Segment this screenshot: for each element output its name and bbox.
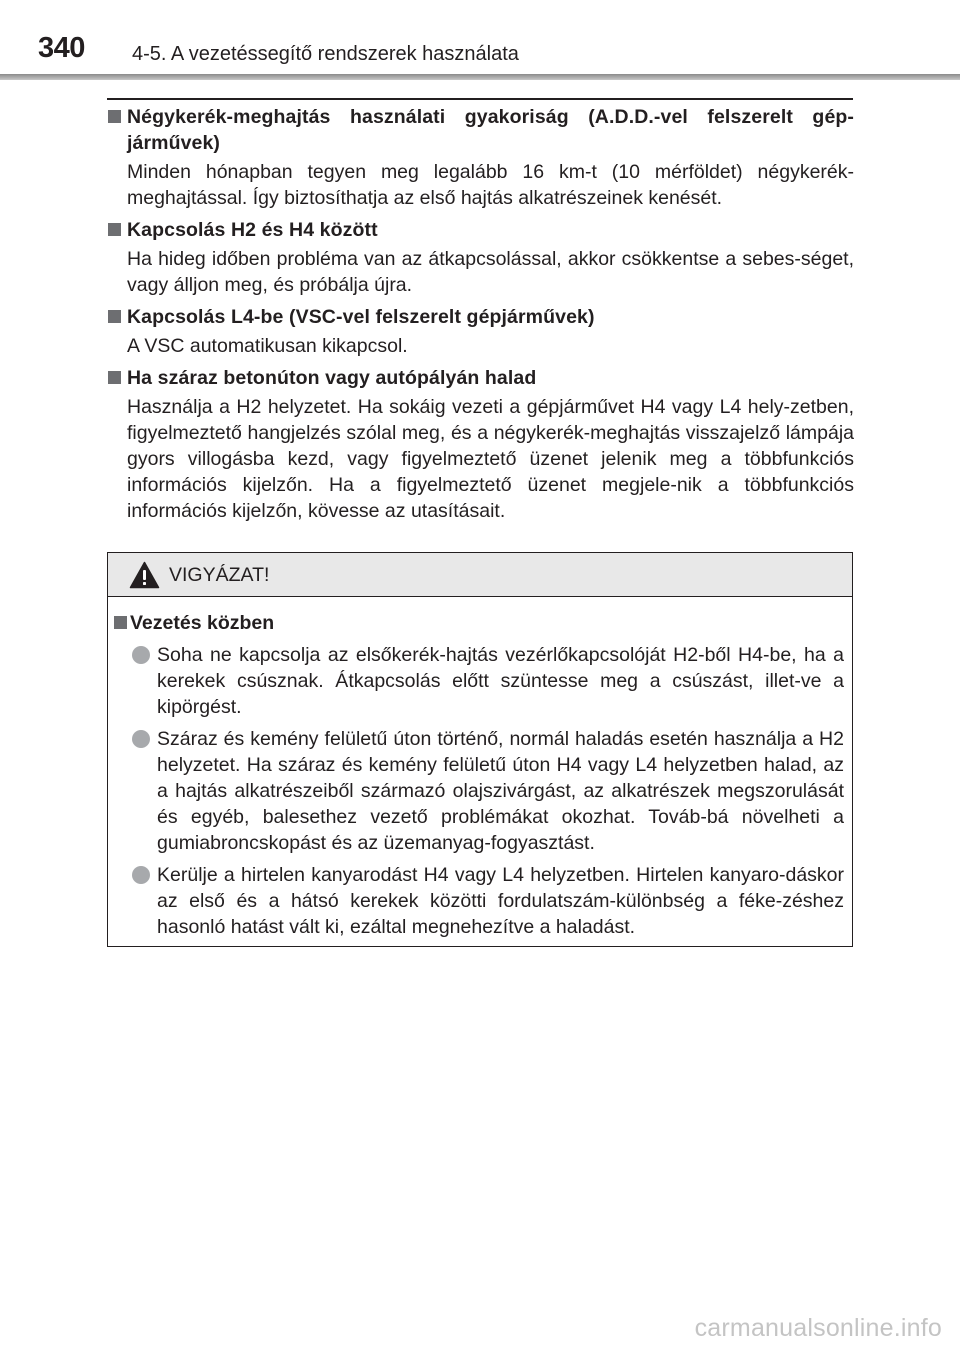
square-bullet-icon: [108, 310, 121, 323]
section-body: Használja a H2 helyzetet. Ha sokáig vezeti a gépjárművet H4 vagy L4 hely-zetben, figyelmeztető hangjelzés szólal meg, és a négykerék-meghajtás visszajelző lámpája gyors villogásba kezd, vagy figyelmeztető üzenet jelenik meg a többfunkciós információs kijelzőn. Ha a figyelmeztető üzenet megjele-nik a többfunkciós információs kijelzőn, kövesse az utasításait.: [127, 396, 854, 522]
square-bullet-icon: [114, 616, 127, 629]
section: [108, 217, 854, 298]
square-bullet-icon: [108, 371, 121, 384]
watermark: carmanualsonline.info: [694, 1314, 942, 1342]
caution-bullet: [130, 862, 844, 940]
top-rule: [107, 98, 853, 100]
section-heading: [108, 365, 854, 391]
section: [108, 104, 854, 211]
square-bullet-icon: [108, 110, 121, 123]
caution-bullet-text: Száraz és kemény felületű úton történő, normál haladás esetén használja a H2 helyzetet. Ha száraz és kemény felületű úton H4 vagy L4 helyzetben halad, az a hajtás alkatrészeiből származó olajszivárgást, az alkatrészek megszorulását és egyéb, balesethez vezető problémákat okozhat. Továb-bá növelheti a gumiabroncskopást és az üzemanyag-fogyasztást.: [157, 728, 844, 854]
caution-heading-text: Vezetés közben: [130, 612, 275, 634]
chapter-title: 4-5. A vezetéssegítő rendszerek használata: [132, 43, 519, 65]
caution-title: VIGYÁZAT!: [169, 564, 270, 586]
caution-heading: [110, 610, 852, 636]
page-header: [0, 0, 960, 80]
section: [108, 365, 854, 524]
warning-triangle-icon: [129, 561, 160, 589]
circle-bullet-icon: [132, 866, 150, 884]
caution-header: [108, 553, 852, 597]
section-heading-text: Kapcsolás H2 és H4 között: [127, 219, 378, 241]
section-heading: [108, 104, 854, 156]
caution-box: [107, 552, 853, 947]
caution-bullet: [130, 726, 844, 856]
page-number: 340: [38, 32, 85, 64]
section-heading-text: Négykerék-meghajtás használati gyakoriság (A.D.D.-vel felszerelt gép-járművek): [127, 106, 854, 154]
section-heading: [108, 304, 854, 330]
main-content: [108, 104, 854, 530]
section-heading-text: Ha száraz betonúton vagy autópályán halad: [127, 367, 537, 389]
section-heading-text: Kapcsolás L4-be (VSC-vel felszerelt gépjárművek): [127, 306, 595, 328]
caution-bullet: [130, 642, 844, 720]
header-rule: [0, 74, 960, 80]
caution-body: [108, 610, 852, 940]
circle-bullet-icon: [132, 646, 150, 664]
square-bullet-icon: [108, 223, 121, 236]
caution-bullet-text: Kerülje a hirtelen kanyarodást H4 vagy L4 helyzetben. Hirtelen kanyaro-dáskor az első és a hátsó kerekek közötti fordulatszám-különbség a féke-zéshez hasonló hatást vált ki, ezáltal megnehezítve a haladást.: [157, 864, 844, 938]
section: [108, 304, 854, 359]
section-body: A VSC automatikusan kikapcsol.: [127, 335, 408, 357]
circle-bullet-icon: [132, 730, 150, 748]
section-body: Minden hónapban tegyen meg legalább 16 km-t (10 mérföldet) négykerék-meghajtással. Így biztosíthatja az első hajtás alkatrészeinek kenését.: [127, 161, 854, 209]
section-heading: [108, 217, 854, 243]
section-body: Ha hideg időben probléma van az átkapcsolással, akkor csökkentse a sebes-séget, vagy álljon meg, és próbálja újra.: [127, 248, 854, 296]
caution-bullet-text: Soha ne kapcsolja az elsőkerék-hajtás vezérlőkapcsolóját H2-ből H4-be, ha a kerekek csúsznak. Átkapcsolás előtt szüntesse meg a csúszást, illet-ve a kipörgést.: [157, 644, 844, 718]
